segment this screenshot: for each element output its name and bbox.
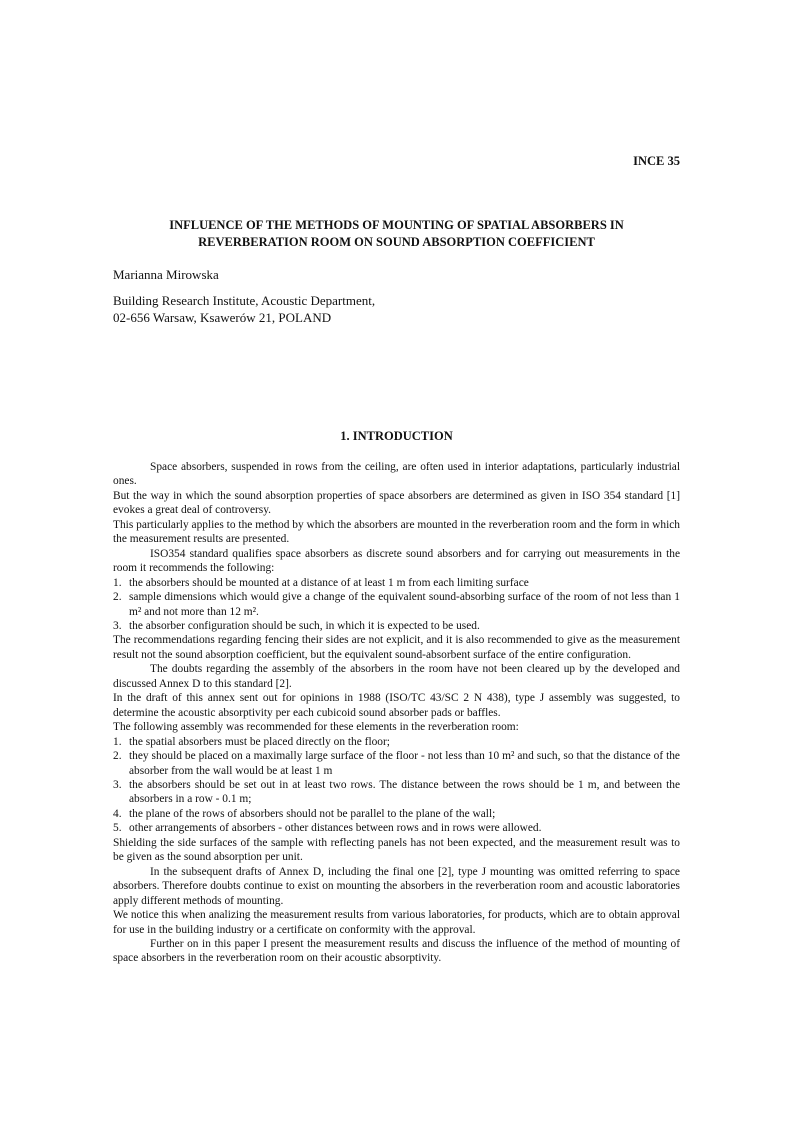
list-item — [113, 576, 680, 590]
list-item-text: the absorbers should be mounted at a distance of at least 1 m from each limiting surface — [129, 576, 529, 589]
list-item-number: 3. — [113, 778, 122, 791]
paper-title-line-2: REVERBERATION ROOM ON SOUND ABSORPTION COEFFICIENT — [198, 235, 595, 249]
conference-label: INCE 35 — [633, 154, 680, 168]
affiliation-line-1: Building Research Institute, Acoustic Department, — [113, 293, 376, 308]
assembly-list — [113, 735, 680, 836]
paragraph: The following assembly was recommended for these elements in the reverberation room: — [113, 721, 519, 734]
list-item-number: 5. — [113, 822, 122, 835]
paragraph: The doubts regarding the assembly of the absorbers in the room have not been cleared up by the developed and discussed Annex D to this standard [2]. — [113, 663, 680, 690]
paragraph: Further on in this paper I present the measurement results and discuss the influence of the method of mounting of space absorbers in the reverberation room on their acoustic absorptivity. — [113, 937, 680, 965]
list-item — [113, 590, 680, 619]
list-item-text: the spatial absorbers must be placed directly on the floor; — [129, 735, 390, 748]
paper-title — [113, 217, 680, 251]
list-item-number: 1. — [113, 576, 122, 589]
paragraph: In the draft of this annex sent out for opinions in 1988 (ISO/TC 43/SC 2 N 438), type J assembly was suggested, to determine the acoustic absorptivity per each cubicoid sound absorber pads or baffles. — [113, 692, 680, 719]
paragraph: Space absorbers, suspended in rows from the ceiling, are often used in interior adaptations, particularly industrial ones. — [113, 461, 680, 488]
paragraph: But the way in which the sound absorption properties of space absorbers are determined as given in ISO 354 standard [1] evokes a great deal of controversy. — [113, 489, 680, 517]
list-item-number: 2. — [113, 591, 122, 604]
list-item-text: the plane of the rows of absorbers should not be parallel to the plane of the wall; — [129, 807, 496, 820]
list-item-number: 4. — [113, 807, 122, 820]
paragraph: The recommendations regarding fencing their sides are not explicit, and it is also recommended to give as the measurement result not the sound absorption coefficient, but the equivalent sound-absorbent surface of the entire configuration. — [113, 634, 680, 661]
affiliation-line-2: 02-656 Warsaw, Ksawerów 21, POLAND — [113, 310, 332, 325]
list-item — [113, 778, 680, 807]
list-item — [113, 619, 680, 633]
paragraph: We notice this when analizing the measurement results from various laboratories, for products, which are to obtain approval for use in the building industry or a certificate on conformity with the approval. — [113, 909, 680, 936]
paper-title-line-1: INFLUENCE OF THE METHODS OF MOUNTING OF SPATIAL ABSORBERS IN — [169, 218, 624, 232]
body-text — [113, 460, 680, 966]
paragraph: This particularly applies to the method by which the absorbers are mounted in the reverberation room and the form in which the measurement results are presented. — [113, 518, 680, 546]
list-item-number: 1. — [113, 735, 122, 748]
list-item-text: they should be placed on a maximally large surface of the floor - not less than 10 m² and such, so that the distance of the absorber from the wall would be at least 1 m — [129, 750, 680, 777]
recommendation-list — [113, 576, 680, 634]
paragraph: In the subsequent drafts of Annex D, including the final one [2], type J mounting was omitted referring to space absorbers. Therefore doubts continue to exist on mounting the absorbers in the reverberation room and acoustic laboratories apply different methods of mounting. — [113, 865, 680, 907]
author-name: Marianna Mirowska — [113, 267, 219, 282]
list-item — [113, 749, 680, 778]
affiliation — [113, 292, 375, 326]
list-item-text: the absorbers should be set out in at least two rows. The distance between the rows should be 1 m, and between the absorbers in a row - 0.1 m; — [129, 778, 680, 806]
list-item — [113, 807, 680, 821]
paragraph: Shielding the side surfaces of the sample with reflecting panels has not been expected, and the measurement result was to be given as the sound absorption per unit. — [113, 836, 680, 864]
list-item-text: other arrangements of absorbers - other distances between rows and in rows were allowed. — [129, 822, 542, 835]
list-item-text: sample dimensions which would give a change of the equivalent sound-absorbing surface of the room of not less than 1 m² and not more than 12 m². — [129, 591, 680, 618]
list-item-text: the absorber configuration should be such, in which it is expected to be used. — [129, 619, 480, 632]
list-item-number: 3. — [113, 619, 122, 632]
list-item — [113, 821, 680, 835]
list-item — [113, 735, 680, 749]
list-item-number: 2. — [113, 750, 122, 763]
paragraph: ISO354 standard qualifies space absorbers as discrete sound absorbers and for carrying out measurements in the room it recommends the following: — [113, 547, 680, 575]
section-heading: 1. INTRODUCTION — [340, 429, 453, 443]
